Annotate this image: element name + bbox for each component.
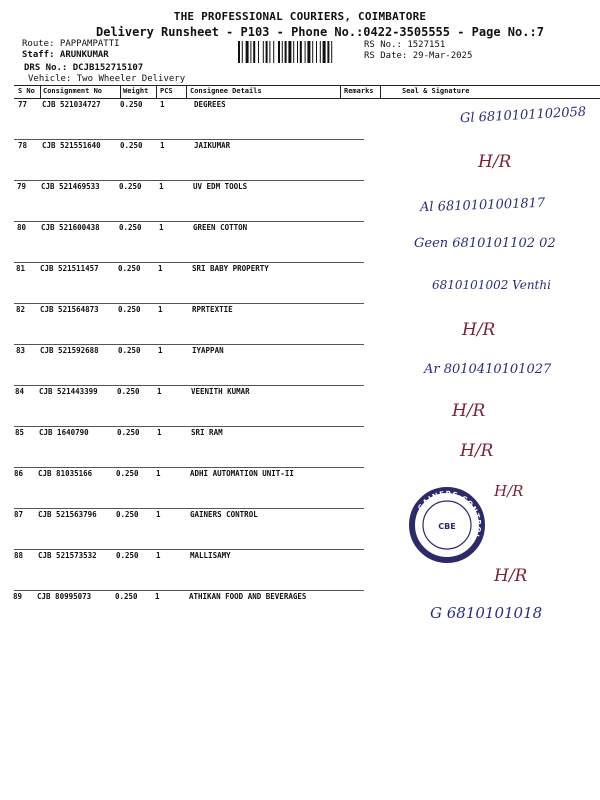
table-row	[0, 305, 600, 345]
company-title: THE PROFESSIONAL COURIERS, COIMBATORE	[173, 10, 427, 23]
row-weight: 0.250	[120, 141, 143, 150]
col-consignee: Consignee Details	[190, 87, 262, 95]
row-pcs: 1	[156, 469, 161, 478]
row-weight: 0.250	[116, 510, 139, 519]
row-sno: 87	[14, 510, 24, 519]
company-stamp	[409, 487, 485, 563]
barcode-bar	[300, 41, 302, 63]
row-consignment: CJB 81035166	[38, 469, 93, 478]
row-sno: 84	[15, 387, 25, 396]
row-consignee: GAINERS CONTROL	[190, 510, 258, 519]
rs-date: RS Date: 29-Mar-2025	[364, 51, 473, 61]
row-sno: 77	[18, 100, 28, 109]
row-weight: 0.250	[120, 100, 143, 109]
barcode-bar	[316, 41, 317, 63]
col-consignment: Consignment No	[43, 87, 103, 95]
row-pcs: 1	[157, 387, 162, 396]
barcode-bar	[327, 41, 329, 63]
remark-78: H/R	[478, 152, 512, 172]
row-sno: 89	[13, 592, 23, 601]
row-divider	[14, 385, 364, 386]
col-seal-signature: Seal & Signature	[402, 87, 470, 95]
row-pcs: 1	[157, 428, 162, 437]
row-divider	[14, 344, 364, 345]
remark-85: H/R	[460, 441, 494, 461]
row-consignee: IYAPPAN	[192, 346, 224, 355]
row-divider	[14, 180, 364, 181]
vehicle-label: Vehicle: Two Wheeler Delivery	[28, 74, 186, 84]
barcode-bar	[250, 41, 251, 63]
table-row	[0, 510, 600, 550]
row-sno: 80	[17, 223, 27, 232]
row-pcs: 1	[160, 141, 165, 150]
row-consignee: VEENITH KUMAR	[191, 387, 250, 396]
barcode-bar	[246, 41, 249, 63]
row-divider	[14, 221, 364, 222]
row-sno: 81	[16, 264, 26, 273]
row-pcs: 1	[158, 264, 163, 273]
signature-81: 6810101002 Venthi	[432, 278, 551, 292]
row-pcs: 1	[158, 346, 163, 355]
barcode-bar	[269, 41, 270, 63]
row-sno: 88	[14, 551, 24, 560]
row-consignee: GREEN COTTON	[193, 223, 248, 232]
remark-86: H/R	[494, 482, 524, 500]
col-divider	[340, 86, 341, 98]
barcode-bar	[266, 41, 268, 63]
barcode-bar	[312, 41, 313, 63]
row-weight: 0.250	[115, 592, 138, 601]
col-pcs: PCS	[160, 87, 173, 95]
barcode-bar	[293, 41, 294, 63]
row-sno: 82	[16, 305, 26, 314]
barcode-bar	[273, 41, 274, 63]
col-divider	[186, 86, 187, 98]
signature-80: Geen 6810101102 02	[414, 236, 556, 251]
row-pcs: 1	[160, 100, 165, 109]
barcode-bar	[307, 41, 310, 63]
remark-84: H/R	[452, 401, 486, 421]
row-weight: 0.250	[117, 387, 140, 396]
barcode	[238, 41, 358, 63]
table-row	[0, 428, 600, 468]
row-consignment: CJB 521034727	[42, 100, 101, 109]
remark-88: H/R	[494, 566, 528, 586]
drs-number: DRS No.: DCJB152715107	[24, 63, 144, 73]
barcode-bar	[238, 41, 240, 63]
barcode-bar	[253, 41, 255, 63]
barcode-bar	[331, 41, 332, 63]
row-consignment: CJB 521592688	[40, 346, 99, 355]
row-consignment: CJB 80995073	[37, 592, 92, 601]
barcode-bar	[297, 41, 298, 63]
row-consignment: CJB 521511457	[40, 264, 99, 273]
row-consignment: CJB 521600438	[41, 223, 100, 232]
signature-79: Al 6810101001817	[419, 195, 546, 216]
row-sno: 78	[18, 141, 28, 150]
col-weight: Weight	[123, 87, 149, 95]
row-consignee: JAIKUMAR	[194, 141, 231, 150]
col-remarks: Remarks	[344, 87, 374, 95]
col-divider	[120, 86, 121, 98]
row-divider	[14, 262, 364, 263]
row-sno: 83	[16, 346, 26, 355]
row-consignment: CJB 521551640	[42, 141, 101, 150]
table-top-rule	[14, 85, 600, 86]
row-consignee: UV EDM TOOLS	[193, 182, 248, 191]
row-weight: 0.250	[119, 182, 142, 191]
stamp-ring-text: GAINERS CONTROL	[416, 489, 483, 541]
barcode-bar	[285, 41, 287, 63]
staff-label: Staff: ARUNKUMAR	[22, 50, 109, 60]
table-header-rule	[14, 98, 600, 99]
row-pcs: 1	[159, 182, 164, 191]
row-divider	[14, 139, 364, 140]
barcode-bar	[288, 41, 291, 63]
row-sno: 85	[15, 428, 25, 437]
col-divider	[40, 86, 41, 98]
row-pcs: 1	[158, 305, 163, 314]
signature-83: Ar 8010410101027	[424, 362, 552, 377]
row-pcs: 1	[156, 551, 161, 560]
barcode-bar	[242, 41, 243, 63]
row-consignee: MALLISAMY	[190, 551, 231, 560]
stamp-code: CBE	[438, 522, 456, 531]
row-consignment: CJB 1640790	[39, 428, 89, 437]
row-weight: 0.250	[119, 223, 142, 232]
row-consignment: CJB 521563796	[38, 510, 97, 519]
row-consignee: SRI BABY PROPERTY	[192, 264, 269, 273]
row-pcs: 1	[159, 223, 164, 232]
row-divider	[14, 426, 364, 427]
row-pcs: 1	[155, 592, 160, 601]
table-row	[0, 387, 600, 427]
row-weight: 0.250	[116, 469, 139, 478]
row-divider	[14, 303, 364, 304]
row-consignment: CJB 521564873	[40, 305, 99, 314]
route-label: Route: PAPPAMPATTI	[22, 39, 120, 49]
remark-82: H/R	[462, 320, 496, 340]
row-weight: 0.250	[118, 264, 141, 273]
signature-77: Gl 6810101102058	[459, 104, 587, 127]
row-consignee: ADHI AUTOMATION UNIT-II	[190, 469, 294, 478]
row-consignee: ATHIKAN FOOD AND BEVERAGES	[189, 592, 307, 601]
barcode-bar	[323, 41, 326, 63]
row-divider	[14, 549, 364, 550]
row-divider	[14, 467, 364, 468]
barcode-bar	[263, 41, 264, 63]
row-pcs: 1	[156, 510, 161, 519]
barcode-bar	[320, 41, 321, 63]
row-consignee: DEGREES	[194, 100, 226, 109]
signature-89: G 6810101018	[430, 604, 543, 622]
col-sno: S No	[18, 87, 35, 95]
barcode-bar	[282, 41, 283, 63]
row-divider	[14, 508, 364, 509]
barcode-bar	[258, 41, 259, 63]
runsheet-title: Delivery Runsheet - P103 - Phone No.:0422-3505555 - Page No.:7	[96, 25, 544, 39]
row-weight: 0.250	[117, 428, 140, 437]
row-weight: 0.250	[118, 346, 141, 355]
row-divider	[14, 590, 364, 591]
row-weight: 0.250	[118, 305, 141, 314]
row-consignment: CJB 521469533	[41, 182, 100, 191]
row-consignee: SRI RAM	[191, 428, 223, 437]
row-weight: 0.250	[116, 551, 139, 560]
col-divider	[156, 86, 157, 98]
rs-number: RS No.: 1527151	[364, 40, 446, 50]
row-sno: 79	[17, 182, 27, 191]
row-consignment: CJB 521443399	[39, 387, 98, 396]
barcode-bar	[278, 41, 280, 63]
barcode-bar	[305, 41, 306, 63]
col-divider	[380, 86, 381, 98]
row-sno: 86	[14, 469, 24, 478]
row-consignee: RPRTEXTIE	[192, 305, 233, 314]
row-consignment: CJB 521573532	[38, 551, 97, 560]
